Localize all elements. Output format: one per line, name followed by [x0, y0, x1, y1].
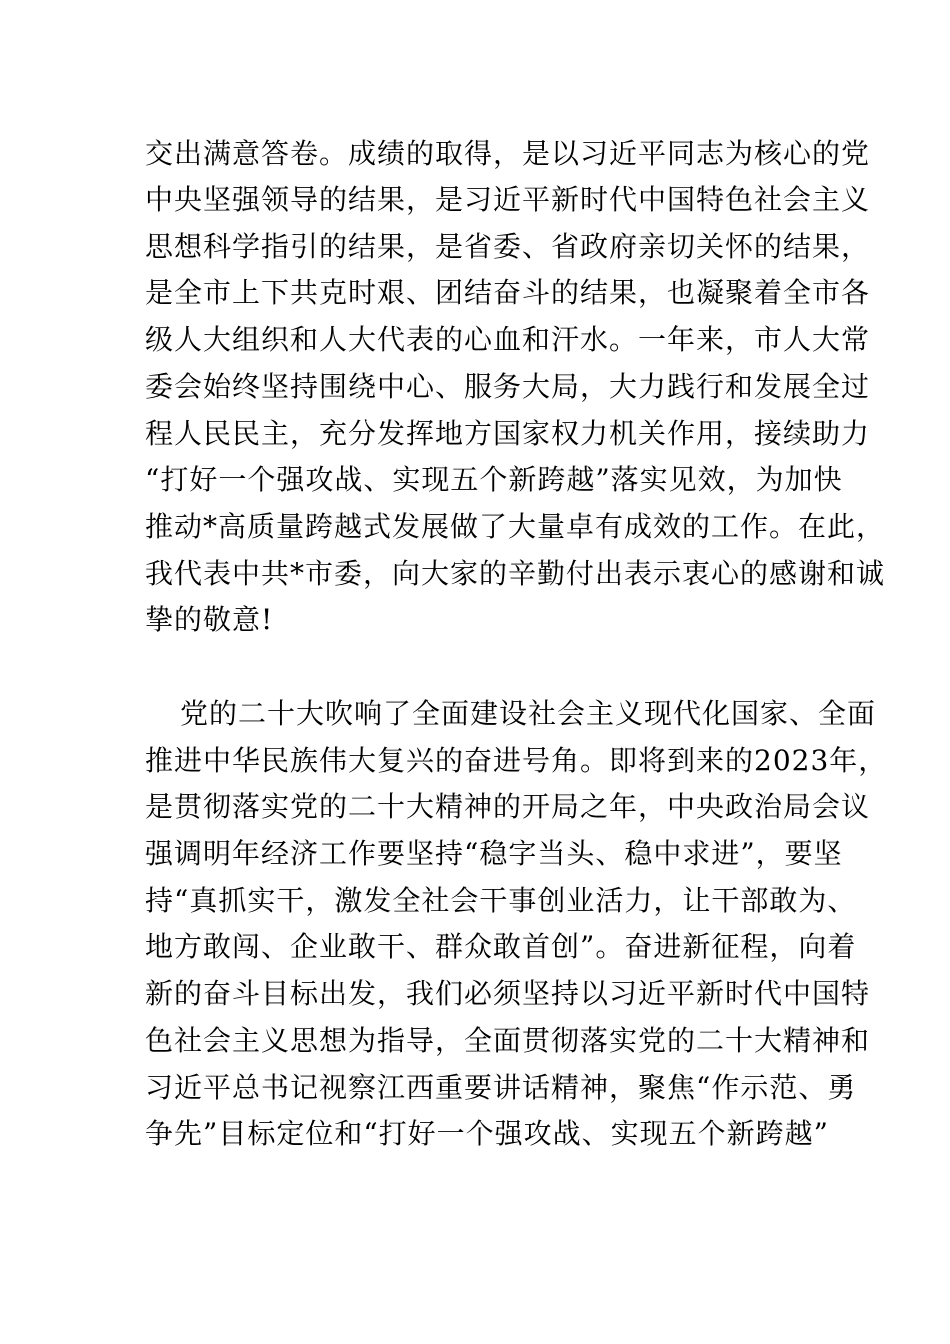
text-line: 地方敢闯、企业敢干、群众敢首创”。奋进新征程，向着	[145, 930, 857, 963]
text-line: 交出满意答卷。成绩的取得，是以习近平同志为核心的党	[145, 137, 871, 170]
text-line: 级人大组织和人大代表的心血和汗水。一年来，市人大常	[145, 323, 871, 356]
text-line: 争先”目标定位和“打好一个强攻战、实现五个新跨越”	[145, 1117, 829, 1150]
text-line: 习近平总书记视察江西重要讲话精神，聚焦“作示范、勇	[145, 1071, 857, 1104]
text-line: 程人民民主，充分发挥地方国家权力机关作用，接续助力	[145, 417, 871, 450]
text-line: 持“真抓实干，激发全社会干事创业活力，让干部敢为、	[145, 884, 857, 917]
text-line: 色社会主义思想为指导，全面贯彻落实党的二十大精神和	[145, 1024, 871, 1057]
text-line: 党的二十大吹响了全面建设社会主义现代化国家、全面	[180, 697, 877, 730]
text-line: 委会始终坚持围绕中心、服务大局，大力践行和发展全过	[145, 370, 871, 403]
text-line: 是贯彻落实党的二十大精神的开局之年，中央政治局会议	[145, 790, 871, 823]
text-line: 强调明年经济工作要坚持“稳字当头、稳中求进”，要坚	[145, 837, 843, 870]
text-line: 推进中华民族伟大复兴的奋进号角。即将到来的2023年，	[145, 744, 888, 777]
text-line: 我代表中共*市委，向大家的辛勤付出表示衷心的感谢和诚	[145, 557, 886, 590]
text-line: 推动*高质量跨越式发展做了大量卓有成效的工作。在此，	[145, 510, 886, 543]
text-line: 中央坚强领导的结果，是习近平新时代中国特色社会主义	[145, 183, 871, 216]
text-line: 新的奋斗目标出发，我们必须坚持以习近平新时代中国特	[145, 977, 871, 1010]
text-line: 是全市上下共克时艰、团结奋斗的结果，也凝聚着全市各	[145, 276, 871, 309]
text-line: “打好一个强攻战、实现五个新跨越”落实见效，为加快	[145, 463, 843, 496]
text-line: 挚的敬意!	[145, 603, 274, 636]
text-line: 思想科学指引的结果，是省委、省政府亲切关怀的结果，	[145, 230, 871, 263]
